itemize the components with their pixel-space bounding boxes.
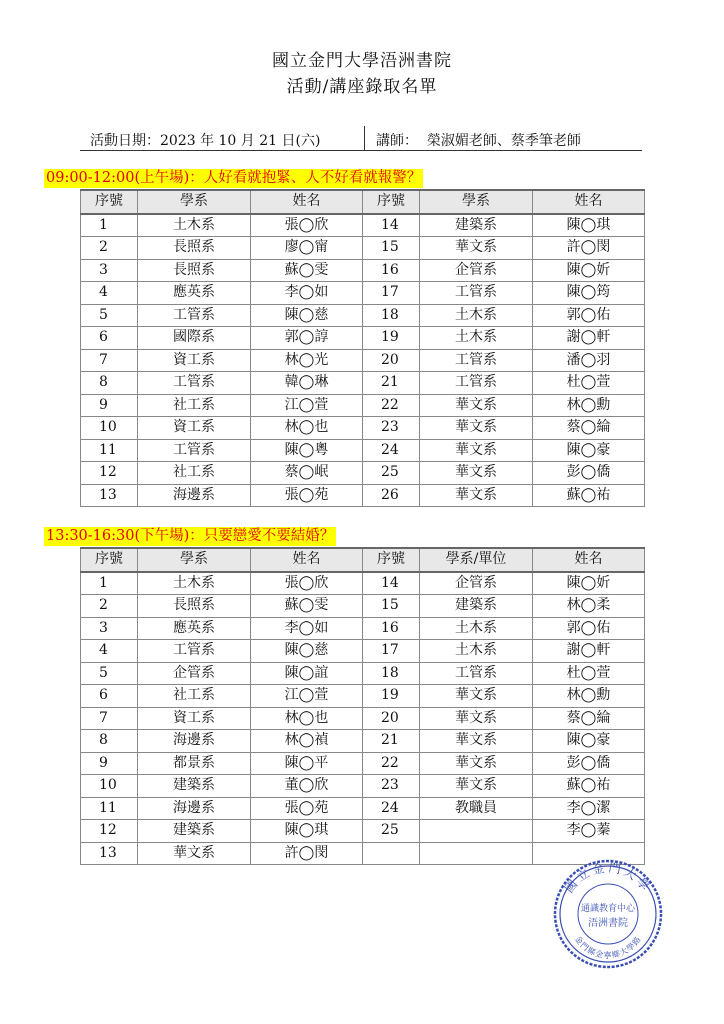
table-row [81, 484, 645, 507]
cell-dept: 長照系 [138, 237, 251, 260]
cell-no: 6 [81, 685, 138, 708]
cell-dept: 工管系 [420, 372, 533, 395]
cell-no: 1 [81, 572, 138, 595]
table-row [81, 439, 645, 462]
cell-name: 林◯勳 [533, 685, 645, 708]
svg-text:金門縣金寧鄉大學路 [573, 934, 643, 960]
table-row [81, 259, 645, 282]
cell-no: 5 [81, 304, 138, 327]
event-date: 活動日期：2023 年 10 月 21 日(六) [90, 133, 321, 149]
cell-no: 12 [81, 462, 138, 485]
cell-dept: 建築系 [420, 214, 533, 237]
table-row [81, 572, 645, 595]
cell-name: 李◯如 [251, 617, 363, 640]
cell-dept [420, 842, 533, 865]
cell-name: 郭◯佑 [533, 304, 645, 327]
cell-name: 蘇◯祐 [533, 775, 645, 798]
afternoon-session-title: 13:30-16:30(下午場)：只要戀愛不要結婚？ [46, 528, 335, 544]
cell-name: 謝◯軒 [533, 327, 645, 350]
table-header-row [81, 190, 645, 214]
cell-name: 陳◯誼 [251, 662, 363, 685]
cell-dept: 建築系 [420, 595, 533, 618]
cell-name: 李◯蓁 [533, 820, 645, 843]
cell-dept: 海邊系 [138, 484, 251, 507]
cell-no: 15 [363, 595, 420, 618]
cell-no: 7 [81, 349, 138, 372]
header-name: 姓名 [251, 190, 363, 214]
cell-dept: 華文系 [420, 417, 533, 440]
cell-dept: 海邊系 [138, 797, 251, 820]
cell-no: 3 [81, 259, 138, 282]
cell-name: 郭◯佑 [533, 617, 645, 640]
cell-name: 林◯禎 [251, 730, 363, 753]
cell-no: 24 [363, 439, 420, 462]
cell-no: 6 [81, 327, 138, 350]
cell-dept: 華文系 [420, 484, 533, 507]
cell-no: 19 [363, 327, 420, 350]
cell-dept: 資工系 [138, 707, 251, 730]
cell-no: 8 [81, 372, 138, 395]
header-dept: 學系 [420, 190, 533, 214]
table-row [81, 775, 645, 798]
header-no: 序號 [81, 190, 138, 214]
cell-no: 15 [363, 237, 420, 260]
lecturer-names: 榮淑媚老師、蔡季筆老師 [426, 133, 581, 149]
cell-no: 21 [363, 730, 420, 753]
cell-name: 郭◯諄 [251, 327, 363, 350]
cell-dept: 土木系 [138, 214, 251, 237]
cell-name: 潘◯羽 [533, 349, 645, 372]
seal-bottom-text: 金門縣金寧鄉大學路 [572, 934, 644, 960]
cell-dept: 工管系 [420, 662, 533, 685]
header-dept: 學系/單位 [420, 548, 533, 572]
cell-no: 25 [363, 462, 420, 485]
cell-name: 蘇◯祐 [533, 484, 645, 507]
cell-dept: 社工系 [138, 462, 251, 485]
cell-name: 陳◯琪 [533, 214, 645, 237]
cell-name: 蘇◯雯 [251, 595, 363, 618]
table-row [81, 349, 645, 372]
cell-name: 杜◯萱 [533, 662, 645, 685]
cell-dept: 建築系 [138, 820, 251, 843]
cell-no: 26 [363, 484, 420, 507]
cell-dept: 華文系 [420, 775, 533, 798]
cell-dept: 土木系 [420, 327, 533, 350]
table-row [81, 304, 645, 327]
cell-dept: 長照系 [138, 595, 251, 618]
table-row [81, 372, 645, 395]
cell-dept: 企管系 [420, 259, 533, 282]
cell-dept: 華文系 [420, 394, 533, 417]
cell-name: 蘇◯雯 [251, 259, 363, 282]
cell-dept: 工管系 [138, 439, 251, 462]
header-no: 序號 [81, 548, 138, 572]
cell-dept: 海邊系 [138, 730, 251, 753]
table-row [81, 707, 645, 730]
cell-name: 蔡◯岷 [251, 462, 363, 485]
cell-name: 林◯柔 [533, 595, 645, 618]
table-row [81, 282, 645, 305]
cell-dept: 教職員 [420, 797, 533, 820]
cell-no: 19 [363, 685, 420, 708]
cell-dept: 都景系 [138, 752, 251, 775]
cell-no: 3 [81, 617, 138, 640]
cell-name: 蔡◯綸 [533, 417, 645, 440]
cell-name: 許◯閔 [533, 237, 645, 260]
morning-session-title: 09:00-12:00(上午場)：人好看就抱緊、人不好看就報警？ [46, 170, 422, 186]
seal-center-line2: 浯洲書院 [588, 918, 628, 929]
lecturer-label: 講師： [376, 133, 418, 149]
cell-name: 陳◯豪 [533, 439, 645, 462]
cell-dept: 工管系 [138, 304, 251, 327]
cell-no: 13 [81, 484, 138, 507]
cell-no [363, 842, 420, 865]
cell-name: 陳◯妡 [533, 572, 645, 595]
cell-dept: 企管系 [138, 662, 251, 685]
header-no: 序號 [363, 548, 420, 572]
cell-dept: 應英系 [138, 617, 251, 640]
cell-name: 張◯苑 [251, 484, 363, 507]
cell-name: 陳◯妡 [533, 259, 645, 282]
cell-name: 董◯欣 [251, 775, 363, 798]
cell-name: 陳◯豪 [533, 730, 645, 753]
cell-dept: 工管系 [420, 282, 533, 305]
cell-no: 1 [81, 214, 138, 237]
cell-dept: 華文系 [420, 462, 533, 485]
table-row [81, 417, 645, 440]
table-row [81, 820, 645, 843]
official-seal [552, 858, 664, 970]
cell-no: 11 [81, 439, 138, 462]
cell-no: 22 [363, 394, 420, 417]
cell-no: 8 [81, 730, 138, 753]
cell-no: 10 [81, 417, 138, 440]
afternoon-roster-table [80, 547, 645, 865]
table-row [81, 237, 645, 260]
cell-name: 陳◯筠 [533, 282, 645, 305]
cell-dept: 土木系 [420, 640, 533, 663]
cell-dept: 社工系 [138, 394, 251, 417]
cell-name: 陳◯粵 [251, 439, 363, 462]
cell-no: 20 [363, 349, 420, 372]
cell-no: 17 [363, 282, 420, 305]
cell-name: 陳◯慈 [251, 304, 363, 327]
lecturer-info [376, 130, 581, 150]
cell-name: 陳◯琪 [251, 820, 363, 843]
cell-no: 2 [81, 595, 138, 618]
cell-no: 25 [363, 820, 420, 843]
cell-no: 5 [81, 662, 138, 685]
cell-dept: 土木系 [420, 617, 533, 640]
cell-name: 李◯潔 [533, 797, 645, 820]
cell-no: 9 [81, 394, 138, 417]
cell-no: 9 [81, 752, 138, 775]
cell-dept: 土木系 [138, 572, 251, 595]
cell-no: 14 [363, 572, 420, 595]
cell-name: 張◯苑 [251, 797, 363, 820]
table-row [81, 752, 645, 775]
cell-name: 江◯萱 [251, 394, 363, 417]
cell-name: 許◯閔 [251, 842, 363, 865]
table-row [81, 462, 645, 485]
cell-name: 林◯也 [251, 417, 363, 440]
table-row [81, 730, 645, 753]
cell-name: 韓◯琳 [251, 372, 363, 395]
header-dept: 學系 [138, 548, 251, 572]
cell-name: 李◯如 [251, 282, 363, 305]
cell-name: 廖◯甯 [251, 237, 363, 260]
cell-dept: 工管系 [138, 640, 251, 663]
cell-dept: 應英系 [138, 282, 251, 305]
info-divider [364, 126, 365, 150]
cell-dept: 華文系 [138, 842, 251, 865]
cell-no: 4 [81, 640, 138, 663]
cell-dept: 企管系 [420, 572, 533, 595]
cell-dept: 華文系 [420, 237, 533, 260]
cell-dept: 資工系 [138, 349, 251, 372]
svg-text:國立金門大學 [562, 860, 654, 896]
cell-no: 24 [363, 797, 420, 820]
cell-dept [420, 820, 533, 843]
cell-dept: 國際系 [138, 327, 251, 350]
header-dept: 學系 [138, 190, 251, 214]
cell-no: 14 [363, 214, 420, 237]
morning-roster-table [80, 189, 645, 507]
cell-dept: 華文系 [420, 439, 533, 462]
table-row [81, 640, 645, 663]
table-row [81, 662, 645, 685]
seal-outer-text: 國立金門大學 [561, 860, 655, 896]
cell-name: 陳◯慈 [251, 640, 363, 663]
cell-no: 22 [363, 752, 420, 775]
header-name: 姓名 [533, 548, 645, 572]
cell-dept: 工管系 [420, 349, 533, 372]
cell-dept: 華文系 [420, 752, 533, 775]
cell-dept: 華文系 [420, 730, 533, 753]
info-bar [80, 126, 642, 151]
table-header-row [81, 548, 645, 572]
seal-core-ring [578, 884, 638, 944]
cell-name: 張◯欣 [251, 214, 363, 237]
document-subtitle: 活動/講座錄取名單 [286, 77, 438, 97]
cell-name: 林◯光 [251, 349, 363, 372]
cell-no: 12 [81, 820, 138, 843]
cell-dept: 華文系 [420, 685, 533, 708]
table-row [81, 595, 645, 618]
cell-dept: 建築系 [138, 775, 251, 798]
cell-dept: 長照系 [138, 259, 251, 282]
cell-dept: 社工系 [138, 685, 251, 708]
table-row [81, 797, 645, 820]
table-row [81, 685, 645, 708]
cell-dept: 華文系 [420, 707, 533, 730]
cell-no: 13 [81, 842, 138, 865]
table-row [81, 214, 645, 237]
cell-no: 16 [363, 259, 420, 282]
cell-name: 彭◯僑 [533, 462, 645, 485]
cell-no: 16 [363, 617, 420, 640]
table-row [81, 394, 645, 417]
cell-name: 林◯勳 [533, 394, 645, 417]
cell-no: 23 [363, 417, 420, 440]
header-name: 姓名 [251, 548, 363, 572]
cell-name: 蔡◯綸 [533, 707, 645, 730]
document-title: 國立金門大學浯洲書院 [272, 51, 452, 71]
table-row [81, 327, 645, 350]
header-no: 序號 [363, 190, 420, 214]
cell-name: 彭◯僑 [533, 752, 645, 775]
table-row [81, 617, 645, 640]
cell-no: 7 [81, 707, 138, 730]
cell-dept: 土木系 [420, 304, 533, 327]
cell-name: 杜◯萱 [533, 372, 645, 395]
header-name: 姓名 [533, 190, 645, 214]
cell-no: 23 [363, 775, 420, 798]
cell-no: 11 [81, 797, 138, 820]
seal-center-line1: 通識教育中心 [580, 904, 636, 914]
cell-name: 謝◯軒 [533, 640, 645, 663]
cell-name: 陳◯平 [251, 752, 363, 775]
cell-name: 林◯也 [251, 707, 363, 730]
cell-name: 張◯欣 [251, 572, 363, 595]
cell-dept: 資工系 [138, 417, 251, 440]
cell-no: 10 [81, 775, 138, 798]
cell-no: 21 [363, 372, 420, 395]
cell-no: 20 [363, 707, 420, 730]
cell-name: 江◯萱 [251, 685, 363, 708]
cell-no: 18 [363, 662, 420, 685]
cell-no: 17 [363, 640, 420, 663]
cell-no: 4 [81, 282, 138, 305]
cell-no: 2 [81, 237, 138, 260]
cell-no: 18 [363, 304, 420, 327]
cell-dept: 工管系 [138, 372, 251, 395]
